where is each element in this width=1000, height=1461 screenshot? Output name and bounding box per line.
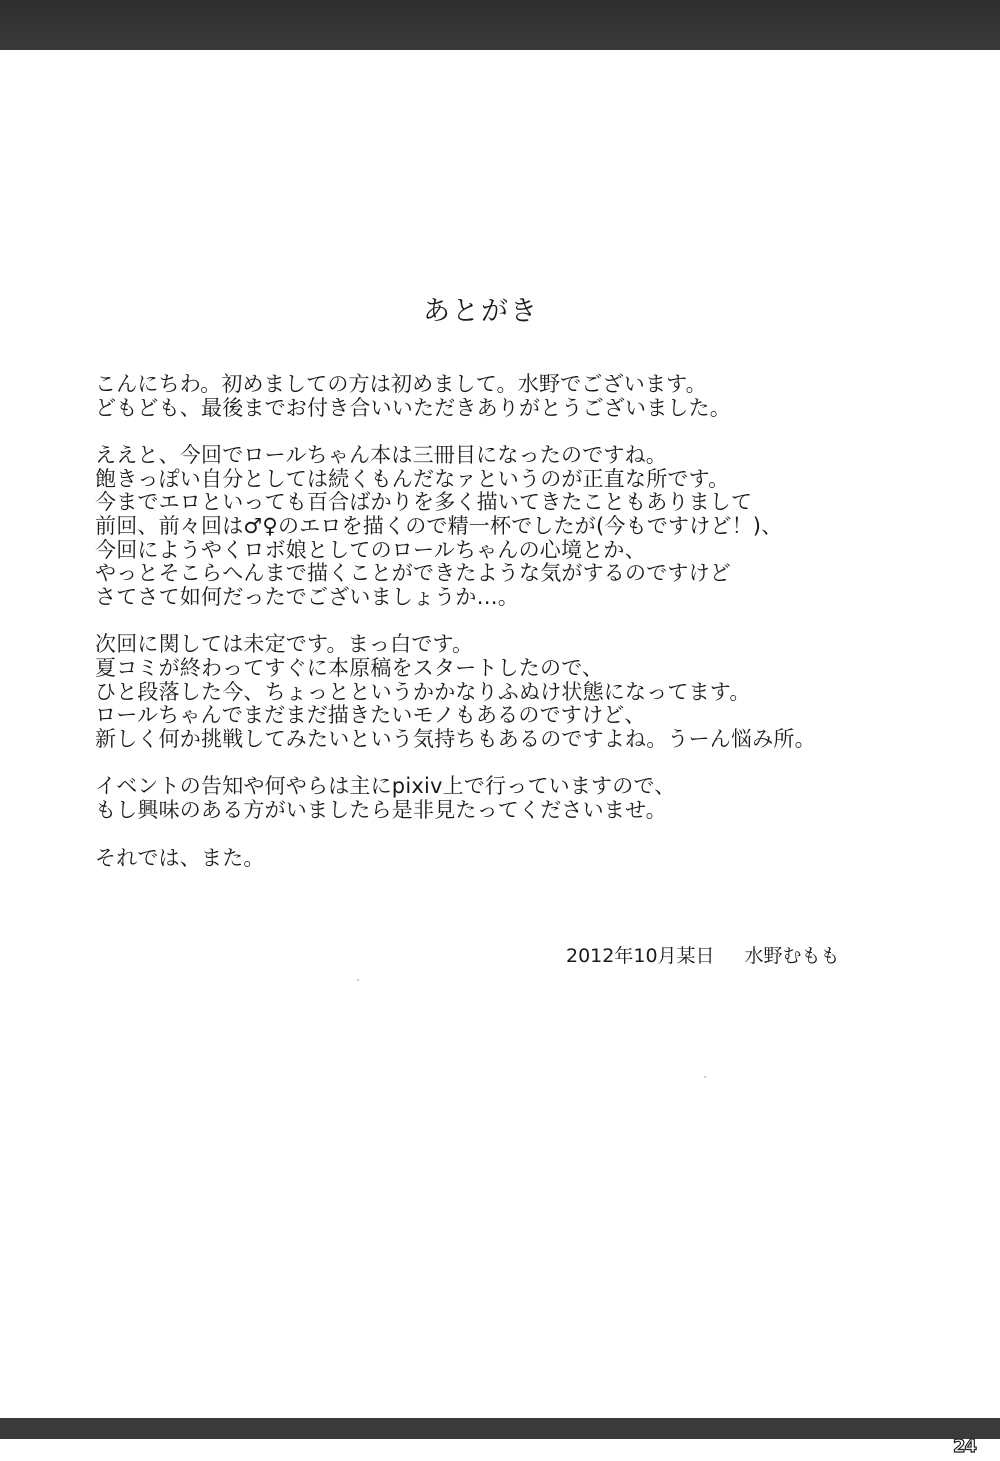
text-line: やっとそこらへんまで描くことができたような気がするのですけど bbox=[95, 561, 731, 586]
text-line: 夏コミが終わってすぐに本原稿をスタートしたので、 bbox=[95, 655, 604, 680]
text-line: 前回、前々回は♂♀のエロを描くので精一杯でしたが(今もですけど！)、 bbox=[95, 513, 783, 538]
paragraph-greeting bbox=[95, 373, 895, 420]
text-line: 飽きっぽい自分としては続くもんだなァというのが正直な所です。 bbox=[95, 466, 730, 491]
text-line: もし興味のある方がいましたら是非見たってくださいませ。 bbox=[95, 797, 667, 822]
text-line: ええと、今回でロールちゃん本は三冊目になったのですね。 bbox=[95, 443, 667, 468]
top-border-bar bbox=[0, 0, 1000, 50]
signature-author: 水野むもも bbox=[744, 945, 840, 967]
paragraph-events bbox=[95, 775, 895, 822]
page-number: 24 bbox=[952, 1436, 976, 1457]
text-line: こんにちわ。初めましての方は初めまして。水野でございます。 bbox=[95, 372, 707, 396]
paragraph-about-book bbox=[95, 444, 895, 609]
text-line: どもども、最後までお付き合いいただきありがとうございました。 bbox=[95, 395, 731, 420]
text-line: 今回にようやくロボ娘としてのロールちゃんの心境とか、 bbox=[95, 537, 646, 562]
bottom-border-bar bbox=[0, 1418, 1000, 1439]
paper-speck bbox=[704, 1076, 706, 1078]
page-title: あとがき bbox=[423, 296, 539, 327]
afterword-body bbox=[95, 373, 895, 894]
text-line: イベントの告知や何やらは主にpixiv上で行っていますので、 bbox=[95, 774, 676, 799]
text-line: ひと段落した今、ちょっとというかかなりふぬけ状態になってます。 bbox=[95, 679, 751, 704]
paper-speck bbox=[357, 979, 359, 981]
signature bbox=[566, 944, 840, 968]
text-line: 次回に関しては未定です。まっ白です。 bbox=[95, 632, 474, 657]
text-line: さてさて如何だったでございましょうか…。 bbox=[95, 584, 519, 609]
signature-date: 2012年10月某日 bbox=[566, 945, 715, 967]
text-line: それでは、また。 bbox=[95, 845, 265, 870]
text-line: 新しく何か挑戦してみたいという気持ちもあるのですよね。うーん悩み所。 bbox=[95, 726, 816, 751]
paragraph-farewell bbox=[95, 847, 895, 871]
text-line: 今までエロといっても百合ばかりを多く描いてきたこともありまして bbox=[95, 490, 753, 515]
paragraph-next-plans bbox=[95, 633, 895, 751]
text-line: ロールちゃんでまだまだ描きたいモノもあるのですけど、 bbox=[95, 703, 646, 728]
